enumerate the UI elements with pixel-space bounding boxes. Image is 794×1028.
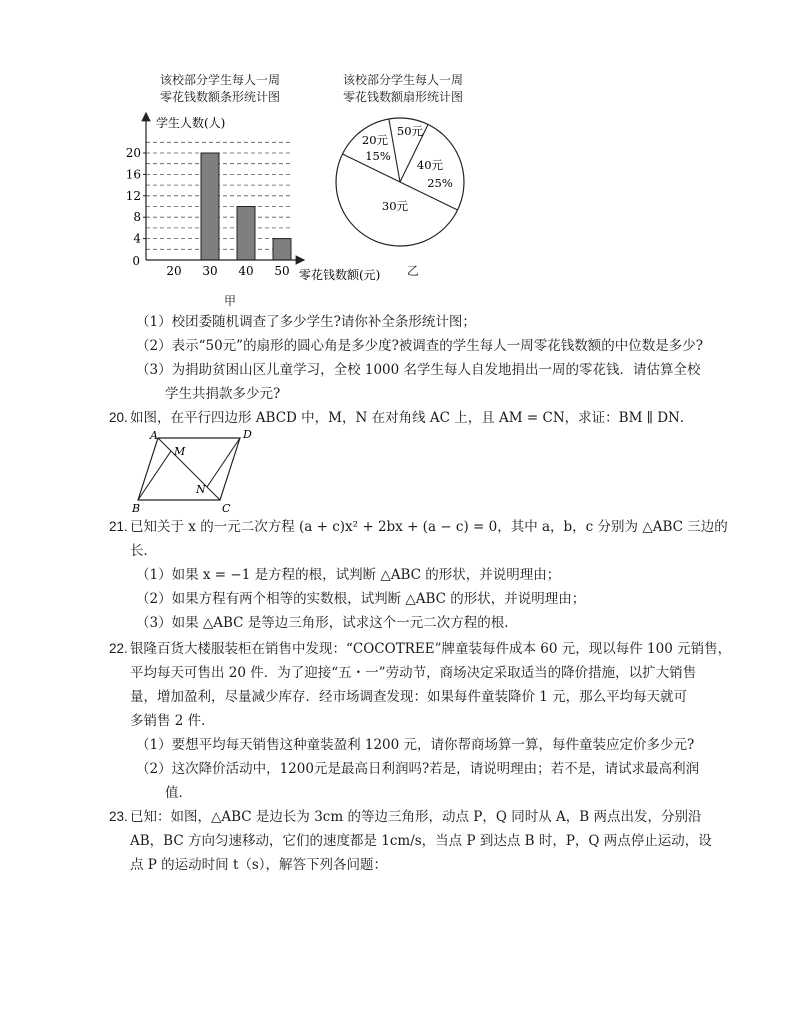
bar-chart-xlabel: 零花钱数额(元)	[299, 268, 381, 282]
bar-y-tick-label: 12	[125, 188, 141, 203]
q20-segment-bm	[138, 451, 171, 500]
q20-number: 20.	[109, 410, 128, 425]
pie-chart-caption: 乙	[407, 264, 420, 278]
bar-40	[237, 207, 255, 261]
q22-line2: 平均每天可售出 20 件．为了迎接“五・一”劳动节，商场决定采取适当的降价措施，以扩大销售	[130, 665, 697, 681]
pie-chart-title-line2: 零花钱数额扇形统计图	[342, 90, 463, 104]
q20-segment-dn	[207, 438, 240, 487]
q20-label-c: C	[222, 502, 231, 514]
pie-label-30: 30元	[381, 199, 409, 213]
q21-number: 21.	[109, 519, 128, 534]
bar-y-tick-label: 16	[125, 167, 141, 182]
bar-chart-title-line1: 该校部分学生每人一周	[159, 73, 280, 87]
q22-line3: 量，增加盈利，尽量减少库存．经市场调查发现：如果每件童装降价 1 元，那么平均每天就可	[130, 689, 688, 705]
q21-part1: （1）如果 x = −1 是方程的根，试判断 △ABC 的形状，并说明理由；	[136, 567, 561, 583]
bar-x-label-40: 40	[238, 264, 254, 278]
bar-chart-title	[150, 72, 290, 106]
q21-part3: （3）如果 △ABC 是等边三角形，试求这个一元二次方程的根．	[136, 615, 518, 631]
q21-line1: 已知关于 x 的一元二次方程 (a + c)x² + 2bx + (a − c) = 0，其中 a，b，c 分别为 △ABC 三边的	[130, 519, 728, 535]
q20-text: 如图，在平行四边形 ABCD 中，M，N 在对角线 AC 上，且 AM = CN，求证：BM ∥ DN．	[130, 410, 694, 426]
q20-label-m: M	[174, 445, 186, 458]
bar-x-label-50: 50	[274, 264, 290, 278]
pie-chart-title-line1: 该校部分学生每人一周	[342, 73, 463, 87]
q22-part1: （1）要想平均每天销售这种童装盈利 1200 元，请你帮商场算一算，每件童装应定价多少元?	[136, 737, 695, 753]
bar-chart-x-ticks	[166, 264, 289, 278]
q21-line2: 长．	[130, 543, 157, 559]
bar-x-label-20: 20	[166, 264, 182, 278]
bar-y-tick-label: 8	[133, 210, 141, 225]
q23-line3: 点 P 的运动时间 t（s），解答下列各问题：	[130, 857, 388, 873]
q23-line1: 已知：如图，△ABC 是边长为 3cm 的等边三角形，动点 P，Q 同时从 A，B 两点出发，分别沿	[130, 809, 702, 825]
pie-label-50: 50元	[396, 124, 424, 138]
q22-part2-line1: （2）这次降价活动中，1200元是最高日利润吗?若是，请说明理由；若不是，请试求最高利润	[136, 761, 700, 777]
bar-chart-title-line2: 零花钱数额条形统计图	[159, 90, 280, 104]
q20-label-n: N	[196, 483, 206, 496]
pie-chart	[330, 112, 480, 262]
bar-chart-ylabel: 学生人数(人)	[156, 116, 226, 130]
q21-part2: （2）如果方程有两个相等的实数根，试判断 △ABC 的形状，并说明理由；	[136, 591, 586, 607]
pie-percent-40: 25%	[427, 176, 453, 190]
bar-chart-caption: 甲	[224, 294, 237, 308]
q23-number: 23.	[109, 809, 128, 824]
q22-line1: 银隆百货大楼服装柜在销售中发现：“COCOTREE”牌童装每件成本 60 元，现以每件 100 元销售，	[130, 641, 732, 657]
bar-chart-bars	[201, 153, 291, 260]
pie-label-40: 40元	[416, 158, 444, 172]
bar-y-tick-label: 20	[125, 146, 141, 160]
q20-label-b: B	[132, 502, 141, 514]
bar-chart-y-ticks	[126, 146, 146, 246]
q20-label-d: D	[243, 428, 252, 441]
q19-part3-line2: 学生共捐款多少元?	[165, 386, 281, 402]
q19-part1: （1）校团委随机调查了多少学生?请你补全条形统计图；	[136, 314, 476, 330]
pie-label-20: 20元	[361, 133, 389, 147]
bar-x-label-30: 30	[202, 264, 218, 278]
pie-percent-20: 15%	[365, 149, 391, 163]
bar-chart-origin-label: 0	[132, 254, 140, 268]
q22-part2-line2: 值．	[165, 785, 192, 801]
bar-50	[273, 239, 291, 260]
q20-label-a: A	[150, 429, 158, 442]
bar-30	[201, 153, 219, 260]
q20-parallelogram-figure	[128, 428, 268, 514]
pie-chart-title	[333, 72, 473, 106]
q20-diagonal-ac	[158, 438, 220, 500]
q23-line2: AB，BC 方向匀速移动，它们的速度都是 1cm/s，当点 P 到达点 B 时，P，Q 两点停止运动，设	[130, 833, 712, 849]
bar-y-tick-label: 4	[133, 231, 141, 246]
q22-line4: 多销售 2 件．	[130, 713, 215, 729]
q19-part2: （2）表示“50元”的扇形的圆心角是多少度?被调查的学生每人一周零花钱数额的中位数是多少?	[136, 338, 704, 354]
q19-part3-line1: （3）为捐助贫困山区儿童学习，全校 1000 名学生每人自发地捐出一周的零花钱．请估算全校	[136, 362, 701, 378]
q22-number: 22.	[109, 641, 128, 656]
